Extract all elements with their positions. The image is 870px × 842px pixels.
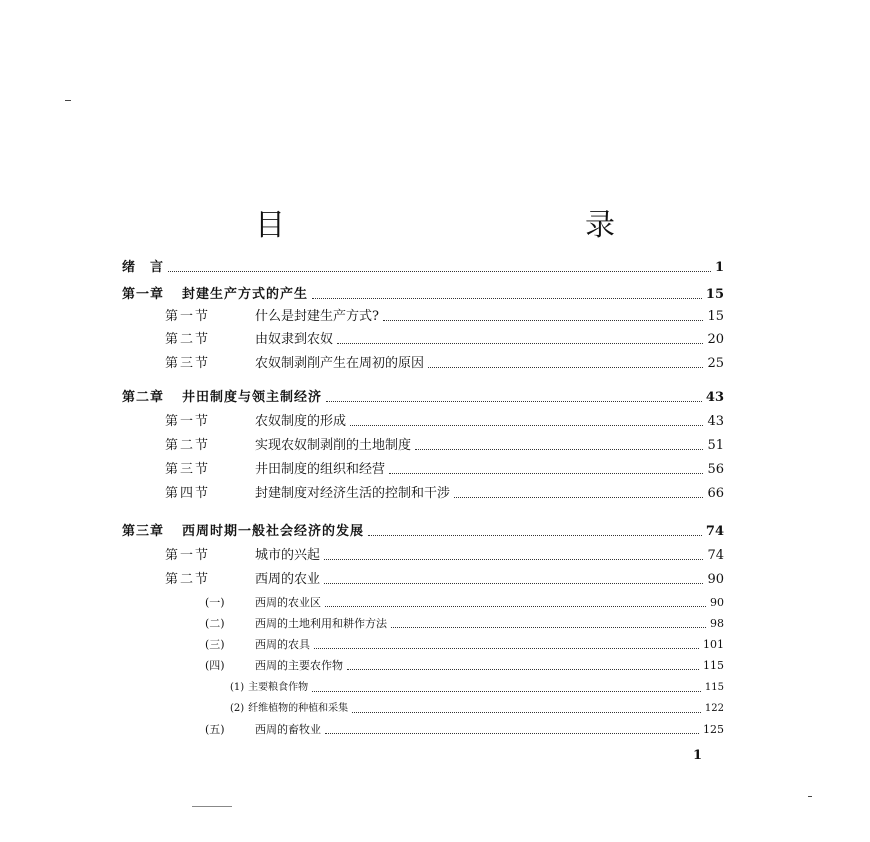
entry-page: 15 <box>707 309 724 324</box>
toc-entry-section[interactable] <box>165 460 724 480</box>
entry-page: 74 <box>705 524 724 539</box>
toc-entry-item[interactable] <box>230 699 724 719</box>
toc-entry-item[interactable] <box>230 678 724 698</box>
leader-dots <box>168 271 711 272</box>
toc-entry-intro[interactable] <box>122 258 724 278</box>
subsection-title: 西周的土地利用和耕作方法 <box>255 617 387 630</box>
toc-entry-section[interactable] <box>165 354 724 374</box>
page-title: 目 录 <box>255 208 695 243</box>
toc-entry-subsection[interactable] <box>205 656 724 676</box>
subsection-number: (一) <box>205 596 225 609</box>
entry-label: 绪 言 <box>122 260 165 275</box>
entry-page: 115 <box>704 682 724 693</box>
entry-page: 56 <box>707 462 724 477</box>
subsection-number: (三) <box>205 638 225 651</box>
leader-dots <box>347 669 699 670</box>
toc-entry-chapter-2[interactable] <box>122 388 724 408</box>
leader-dots <box>312 691 701 692</box>
page-number: 1 <box>693 748 703 763</box>
entry-page: 98 <box>710 617 724 630</box>
section-number: 第三节 <box>165 462 211 477</box>
section-number: 第二节 <box>165 572 211 587</box>
toc-entry-subsection[interactable] <box>205 720 724 740</box>
entry-page: 51 <box>707 438 724 453</box>
leader-dots <box>325 606 706 607</box>
scan-speck <box>808 796 812 797</box>
toc-entry-section[interactable] <box>165 436 724 456</box>
leader-dots <box>324 583 703 584</box>
subsection-title: 西周的主要农作物 <box>255 659 343 672</box>
entry-page: 25 <box>707 356 724 371</box>
entry-page: 90 <box>710 596 724 609</box>
leader-dots <box>350 425 703 426</box>
chapter-number: 第二章 <box>122 390 165 405</box>
toc-entry-section[interactable] <box>165 546 724 566</box>
section-number: 第二节 <box>165 438 211 453</box>
leader-dots <box>337 343 703 344</box>
entry-page: 90 <box>707 572 724 587</box>
leader-dots <box>352 712 701 713</box>
section-title: 封建制度对经济生活的控制和干涉 <box>255 486 451 501</box>
entry-page: 122 <box>704 703 724 714</box>
leader-dots <box>415 449 703 450</box>
leader-dots <box>314 648 699 649</box>
toc-entry-chapter-1[interactable] <box>122 285 724 305</box>
leader-dots <box>454 497 703 498</box>
item-title: 纤维植物的种植和采集 <box>248 703 349 714</box>
toc-entry-section[interactable] <box>165 307 724 327</box>
leader-dots <box>326 401 702 402</box>
leader-dots <box>312 298 702 299</box>
toc-entry-section[interactable] <box>165 330 724 350</box>
section-number: 第三节 <box>165 356 211 371</box>
entry-page: 15 <box>705 287 724 302</box>
toc-entry-section[interactable] <box>165 412 724 432</box>
entry-page: 125 <box>703 723 724 736</box>
subsection-number: (四) <box>205 659 225 672</box>
toc-entry-chapter-3[interactable] <box>122 522 724 542</box>
subsection-number: (二) <box>205 617 225 630</box>
entry-page: 43 <box>707 414 724 429</box>
section-number: 第四节 <box>165 486 211 501</box>
section-number: 第一节 <box>165 548 211 563</box>
chapter-title: 井田制度与领主制经济 <box>182 390 323 405</box>
leader-dots <box>391 627 706 628</box>
entry-page: 66 <box>707 486 724 501</box>
entry-page: 43 <box>705 390 724 405</box>
chapter-title: 封建生产方式的产生 <box>182 287 309 302</box>
toc-entry-subsection[interactable] <box>205 614 724 634</box>
toc-entry-subsection[interactable] <box>205 593 724 613</box>
section-title: 农奴制剥削产生在周初的原因 <box>255 356 425 371</box>
item-number: (1) <box>230 682 245 693</box>
subsection-number: (五) <box>205 723 225 736</box>
section-title: 实现农奴制剥削的土地制度 <box>255 438 412 453</box>
section-title: 城市的兴起 <box>255 548 321 563</box>
toc-entry-section[interactable] <box>165 570 724 590</box>
item-number: (2) <box>230 703 245 714</box>
section-title: 西周的农业 <box>255 572 321 587</box>
toc-entry-section[interactable] <box>165 484 724 504</box>
section-number: 第二节 <box>165 332 211 347</box>
section-title: 农奴制度的形成 <box>255 414 347 429</box>
entry-page: 101 <box>703 638 724 651</box>
entry-page: 115 <box>703 659 724 672</box>
item-title: 主要粮食作物 <box>248 682 309 693</box>
leader-dots <box>383 320 703 321</box>
subsection-title: 西周的畜牧业 <box>255 723 321 736</box>
leader-dots <box>368 535 702 536</box>
section-title: 井田制度的组织和经营 <box>255 462 386 477</box>
chapter-title: 西周时期一般社会经济的发展 <box>182 524 365 539</box>
leader-dots <box>325 733 699 734</box>
chapter-number: 第一章 <box>122 287 165 302</box>
entry-page: 1 <box>714 260 724 275</box>
toc-entry-subsection[interactable] <box>205 635 724 655</box>
subsection-title: 西周的农业区 <box>255 596 321 609</box>
section-number: 第一节 <box>165 414 211 429</box>
section-number: 第一节 <box>165 309 211 324</box>
entry-page: 74 <box>707 548 724 563</box>
leader-dots <box>389 473 703 474</box>
scan-speck <box>192 806 232 807</box>
leader-dots <box>428 367 703 368</box>
subsection-title: 西周的农具 <box>255 638 310 651</box>
chapter-number: 第三章 <box>122 524 165 539</box>
section-title: 什么是封建生产方式? <box>255 309 379 324</box>
leader-dots <box>324 559 703 560</box>
entry-page: 20 <box>707 332 724 347</box>
section-title: 由奴隶到农奴 <box>255 332 334 347</box>
scan-speck <box>65 100 71 101</box>
